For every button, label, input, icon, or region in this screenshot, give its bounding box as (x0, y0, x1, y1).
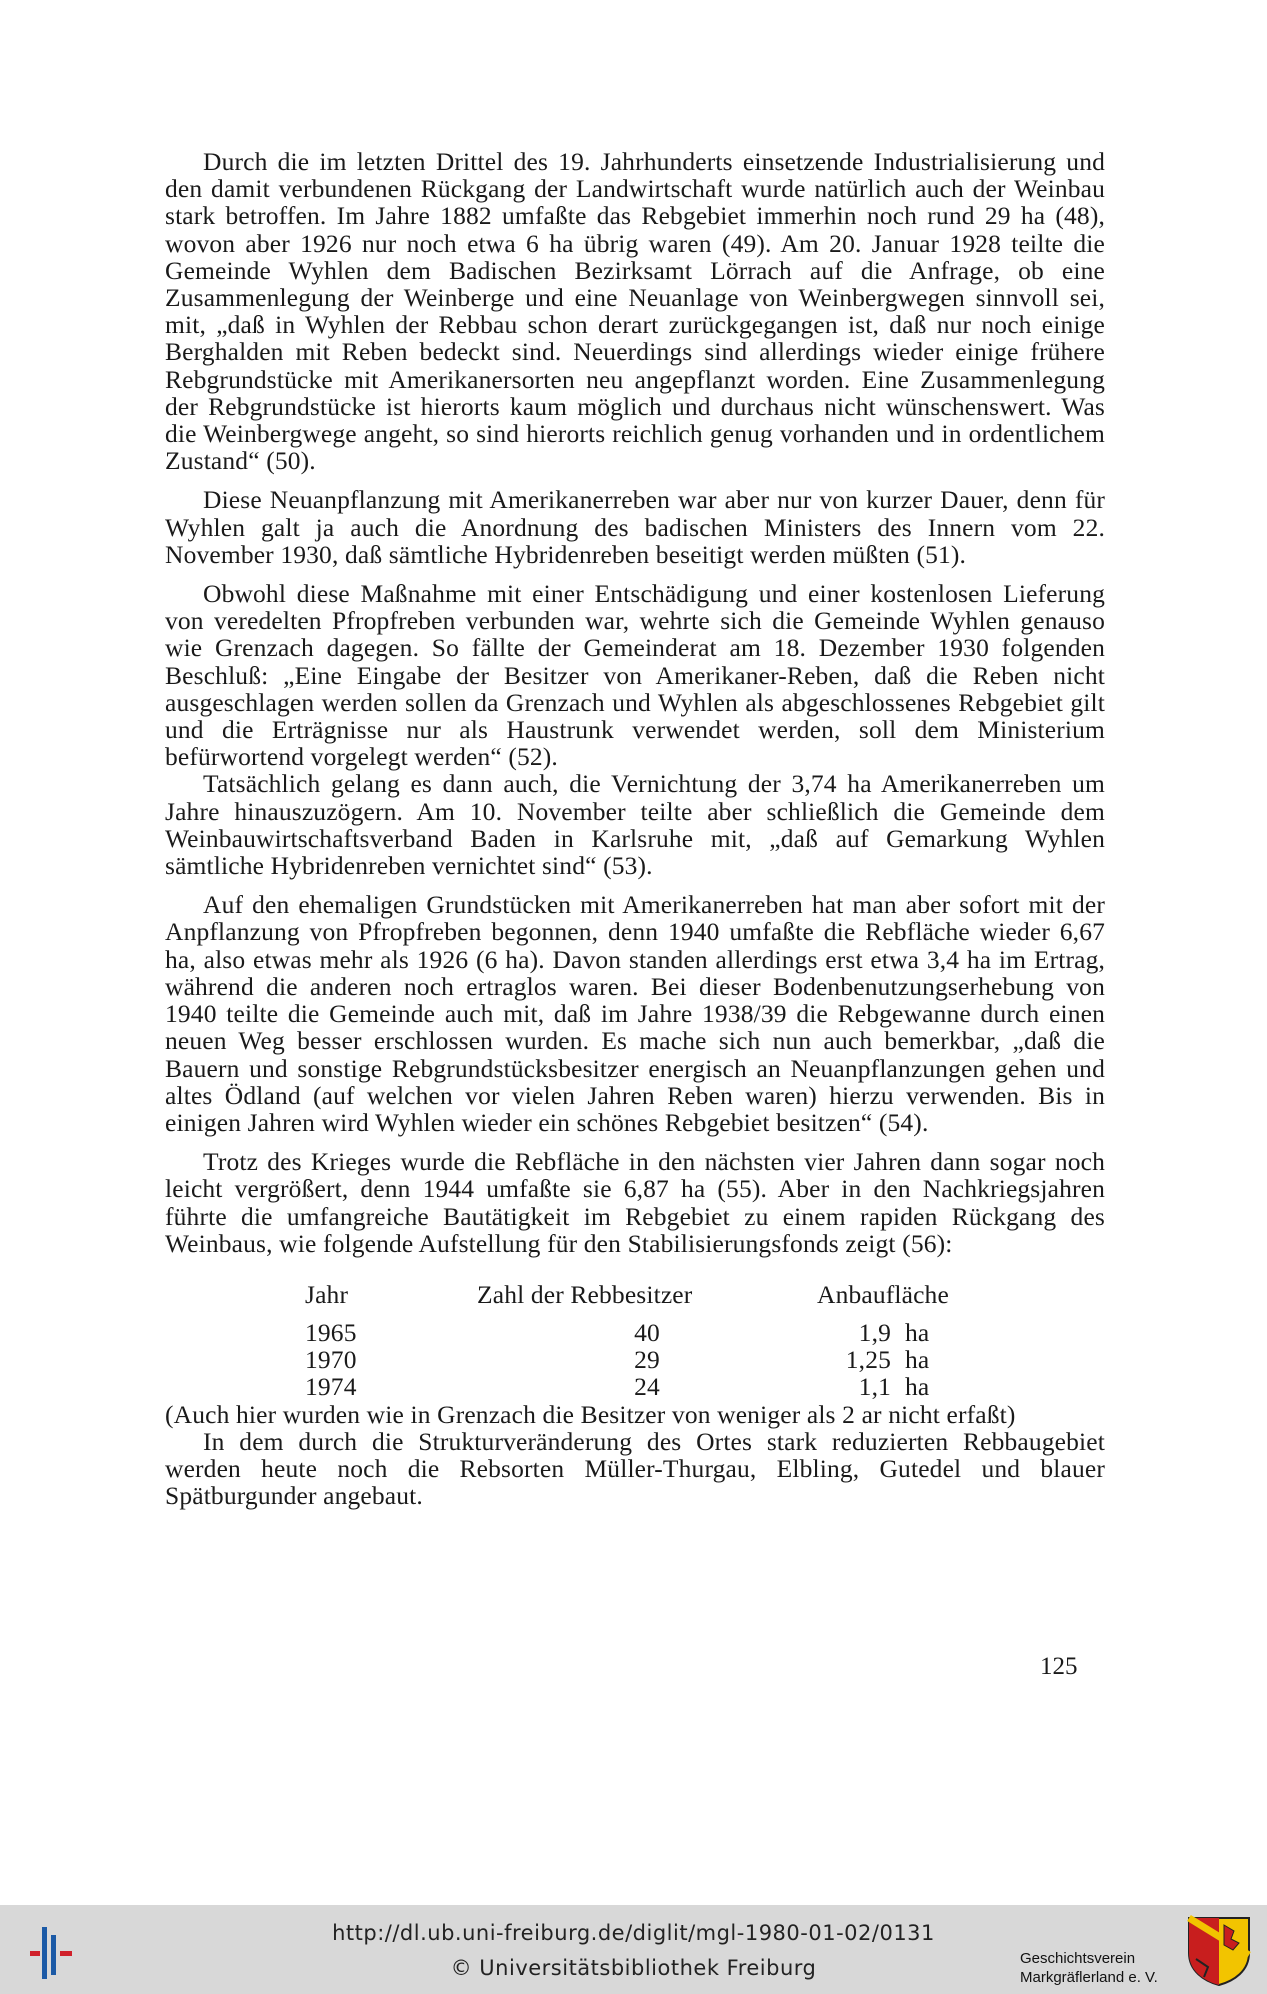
vineyard-table (165, 1281, 1105, 1401)
cell-count: 29 (634, 1345, 660, 1375)
cell-count: 24 (634, 1372, 660, 1402)
cell-area (817, 1319, 1017, 1346)
document-url-link[interactable]: http://dl.ub.uni-freiburg.de/diglit/mgl-1980-01-02/0131 (332, 1921, 935, 1945)
page-number: 125 (1040, 1653, 1078, 1680)
paragraph-1: Durch die im letzten Drittel des 19. Jahrhunderts einsetzende Industrialisierung und den damit verbundenen Rückgang der Landwirtschaft wurde natürlich auch der Weinbau stark betroffen. Im Jahre 1882 umfaßte das Rebgebiet immerhin noch rund 29 ha (48), wovon aber 1926 nur noch etwa 6 ha übrig waren (49). Am 20. Januar 1928 teilte die Gemeinde Wyhlen dem Badischen Bezirksamt Lörrach auf die Anfrage, ob eine Zusammenlegung der Weinberge und eine Neuanlage von Weinbergwegen sinnvoll sei, mit, „daß in Wyhlen der Rebbau schon derart zurückgegangen ist, daß nur noch einige Berghalden mit Reben bedeckt sind. Neuerdings sind allerdings wieder einige frühere Rebgrundstücke mit Amerikanersorten neu angepflanzt worden. Eine Zusammenlegung der Rebgrundstücke ist hierorts kaum möglich und durchaus nicht wünschenswert. Was die Weinbergwege angeht, so sind hierorts reichlich genug vorhanden und in ordentlichem Zustand“ (50). (165, 147, 1105, 476)
area-value: 1,1 (858, 1372, 891, 1402)
paragraph-2: Diese Neuanpflanzung mit Amerikanerreben war aber nur von kurzer Dauer, denn für Wyhlen galt ja auch die Anordnung des badischen Ministers des Innern vom 22. November 1930, daß sämtliche Hybridenreben beseitigt werden müßten (51). (165, 485, 1105, 569)
area-value: 1,25 (845, 1345, 891, 1375)
society-line-2: Markgräflerland e. V. (1020, 1969, 1158, 1986)
paragraph-4: Tatsächlich gelang es dann auch, die Vernichtung der 3,74 ha Amerikanerreben um Jahre hinauszuzögern. Am 10. November teilte aber schließlich die Gemeinde dem Weinbauwirtschaftsverband Baden in Karlsruhe mit, „daß auf Gemarkung Wyhlen sämtliche Hybridenreben vernichtet sind“ (53). (165, 769, 1105, 881)
table-row (305, 1319, 1017, 1346)
cell-area (817, 1346, 1017, 1373)
cell-year: 1970 (305, 1345, 357, 1375)
cell-year: 1965 (305, 1317, 357, 1347)
cell-year: 1974 (305, 1372, 357, 1402)
society-name (1020, 1949, 1180, 1987)
copyright-text: © Universitätsbibliothek Freiburg (450, 1956, 817, 1980)
area-unit: ha (905, 1372, 930, 1402)
cell-area (817, 1373, 1017, 1400)
society-line-1: Geschichtsverein (1020, 1950, 1136, 1967)
cell-count: 40 (634, 1317, 660, 1347)
header-year: Jahr (305, 1279, 349, 1309)
body-text (165, 148, 1105, 1509)
table-row (305, 1346, 1017, 1373)
table-note: (Auch hier wurden wie in Grenzach die Besitzer von weniger als 2 ar nicht erfaßt) (165, 1399, 1016, 1429)
paragraph-6: Trotz des Krieges wurde die Rebfläche in den nächsten vier Jahren dann sogar noch leicht vergrößert, denn 1944 umfaßte sie 6,87 ha (55). Aber in den Nachkriegsjahren führte die umfangreiche Bautätigkeit im Rebgebiet zu einem rapiden Rückgang des Weinbaus, wie folgende Aufstellung für den Stabilisierungsfonds zeigt (56): (165, 1147, 1105, 1258)
paragraph-5: Auf den ehemaligen Grundstücken mit Amerikanerreben hat man aber sofort mit der Anpflanzung von Pfropfreben begonnen, denn 1940 umfaßte die Rebfläche wieder 6,67 ha, also etwas mehr als 1926 (6 ha). Davon standen allerdings erst etwa 3,4 ha im Ertrag, während die anderen noch ertraglos waren. Bei dieser Bodenbenutzungserhebung von 1940 teilte die Gemeinde auch mit, daß im Jahre 1938/39 die Rebgewanne durch einen neuen Weg besser erschlossen wurden. Es mache sich nun auch bemerkbar, „daß die Bauern und sonstige Rebgrundstücksbesitzer energisch an Neuanpflanzungen gehen und altes Ödland (auf welchen vor vielen Jahren Reben waren) hierzu verwenden. Bis in einigen Jahren wird Wyhlen wieder ein schönes Rebgebiet besitzen“ (54). (165, 890, 1105, 1137)
footer-bar (0, 1905, 1267, 1994)
area-unit: ha (905, 1317, 930, 1347)
closing-paragraph: In dem durch die Strukturveränderung des Ortes stark reduzierten Rebbaugebiet werden heute noch die Rebsorten Müller-Thurgau, Elbling, Gutedel und blauer Spätburgunder angebaut. (165, 1426, 1105, 1511)
coat-of-arms-icon[interactable] (1186, 1915, 1252, 1987)
area-unit: ha (905, 1345, 930, 1375)
table-header-row (305, 1281, 1017, 1319)
area-value: 1,9 (858, 1317, 891, 1347)
table-row (305, 1373, 1017, 1400)
paragraph-3: Obwohl diese Maßnahme mit einer Entschädigung und einer kostenlosen Lieferung von veredelten Pfropfreben verbunden war, wehrte sich die Gemeinde Wyhlen genauso wie Grenzach dagegen. So fällte der Gemeinderat am 18. Dezember 1930 folgenden Beschluß: „Eine Eingabe der Besitzer von Amerikaner-Reben, daß die Reben nicht ausgeschlagen werden sollen da Grenzach und Wyhlen als abgeschlossenes Rebgebiet gilt und die Erträgnisse nur als Haustrunk verwendet werden, soll dem Ministerium befürwortend vorgelegt werden“ (52). (165, 579, 1105, 772)
header-area: Anbaufläche (817, 1279, 949, 1309)
header-count: Zahl der Rebbesitzer (477, 1279, 693, 1309)
